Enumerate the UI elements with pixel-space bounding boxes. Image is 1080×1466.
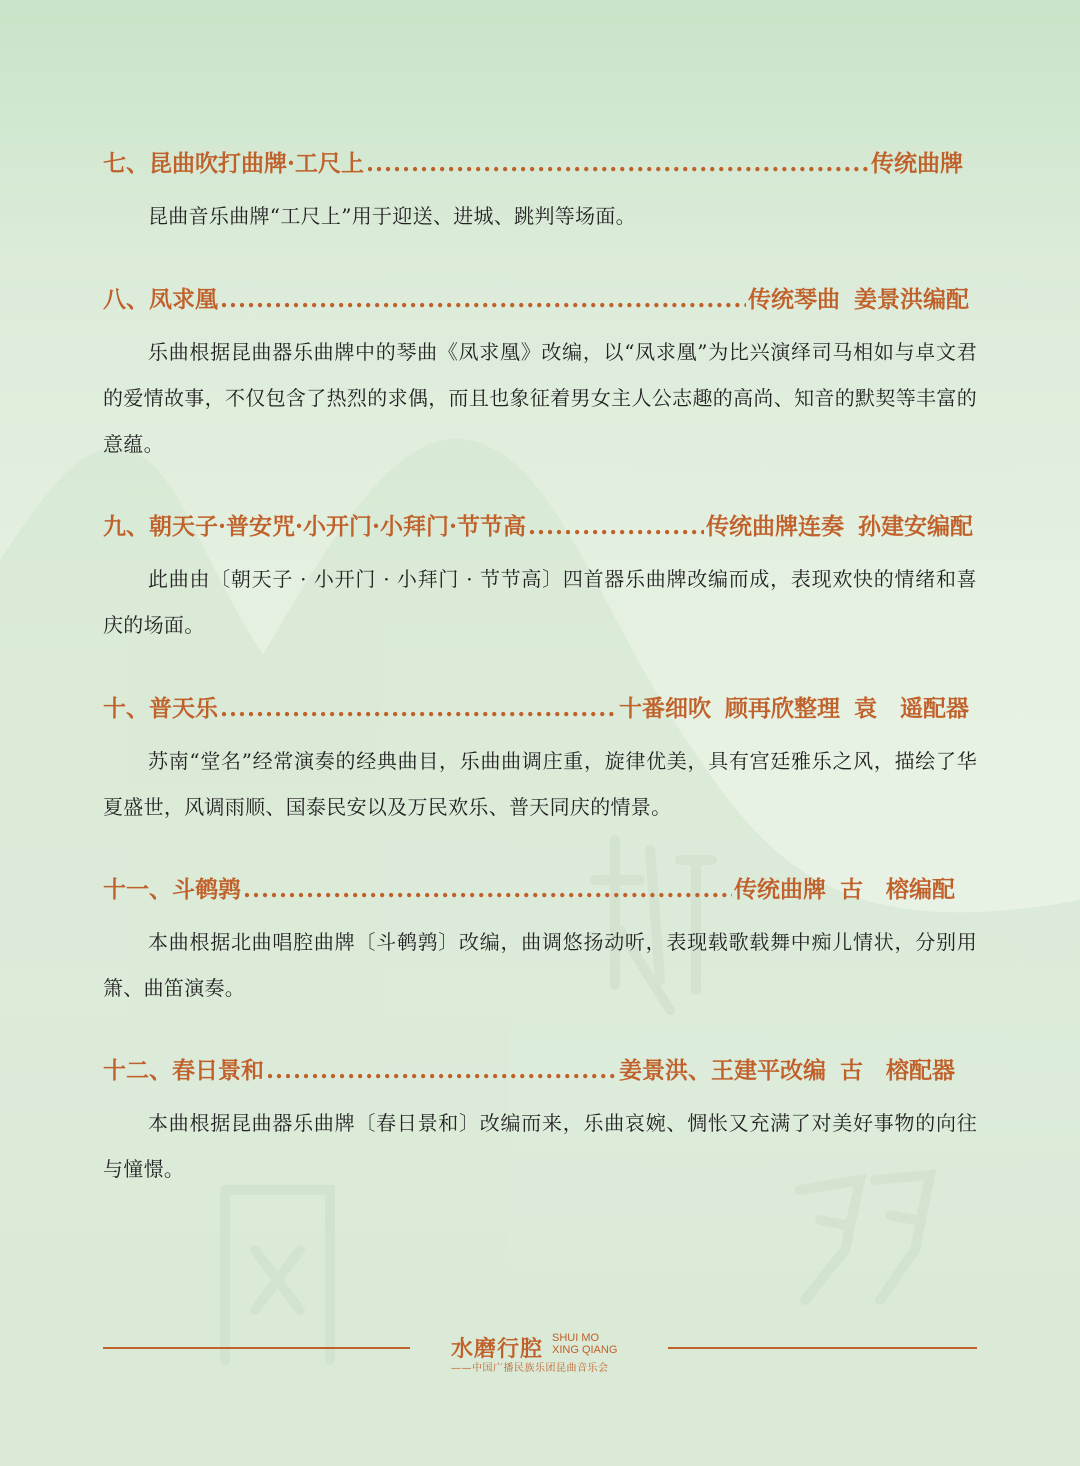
item-description: 乐曲根据昆曲器乐曲牌中的琴曲《凤求凰》改编，以“凤求凰”为比兴演绎司马相如与卓文君的爱情故事，不仅包含了热烈的求偶，而且也象征着男女主人公志趣的高尚、知音的默契等丰富的意蕴。 bbox=[103, 340, 977, 456]
footer-divider-left bbox=[103, 1347, 410, 1349]
program-item-8 bbox=[103, 284, 977, 467]
program-item-heading bbox=[103, 1055, 955, 1087]
item-number: 十二、 bbox=[103, 1057, 172, 1084]
credit-text: 姜景洪、王建平改编 bbox=[619, 1057, 826, 1084]
program-item-11 bbox=[103, 874, 977, 1011]
program-item-7 bbox=[103, 148, 963, 239]
dot-leader bbox=[266, 1055, 617, 1087]
item-credits bbox=[734, 874, 955, 906]
item-description: 本曲根据北曲唱腔曲牌〔斗鹌鹑〕改编，曲调悠扬动听，表现载歌载舞中痴儿情状，分别用箫、曲笛演奏。 bbox=[103, 930, 977, 1000]
dot-leader bbox=[220, 693, 617, 725]
logo-english-line-2: XING QIANG bbox=[552, 1344, 618, 1356]
item-credits bbox=[706, 511, 973, 543]
item-title: 普天乐 bbox=[149, 695, 218, 722]
program-item-heading bbox=[103, 284, 969, 316]
item-title: 朝天子·普安咒·小开门·小拜门·节节高 bbox=[149, 513, 527, 540]
item-title: 昆曲吹打曲牌·工尺上 bbox=[149, 150, 365, 177]
logo-title: 水磨行腔 bbox=[451, 1336, 544, 1362]
item-description: 此曲由〔朝天子 · 小开门 · 小拜门 · 节节高〕四首器乐曲牌改编而成，表现欢快的情绪和喜庆的场面。 bbox=[103, 567, 977, 637]
program-item-heading bbox=[103, 511, 973, 543]
item-credits bbox=[871, 148, 963, 180]
logo-english-line-1: SHUI MO bbox=[552, 1332, 600, 1344]
item-description: 昆曲音乐曲牌“工尺上”用于迎送、进城、跳判等场面。 bbox=[148, 204, 636, 228]
credit-text: 袁 遥配器 bbox=[854, 695, 969, 722]
item-number: 七、 bbox=[103, 150, 149, 177]
footer-logo bbox=[440, 1328, 640, 1378]
program-item-10 bbox=[103, 693, 977, 830]
item-title: 凤求凰 bbox=[149, 286, 218, 313]
item-number: 八、 bbox=[103, 286, 149, 313]
credit-text: 传统曲牌 bbox=[734, 876, 826, 903]
item-credits bbox=[748, 284, 969, 316]
item-description: 苏南“堂名”经常演奏的经典曲目，乐曲曲调庄重，旋律优美，具有宫廷雅乐之风，描绘了华夏盛世，风调雨顺、国泰民安以及万民欢乐、普天同庆的情景。 bbox=[103, 749, 977, 819]
item-number: 九、 bbox=[103, 513, 149, 540]
item-title: 春日景和 bbox=[172, 1057, 264, 1084]
dot-leader bbox=[243, 874, 732, 906]
program-item-9 bbox=[103, 511, 977, 648]
item-credits bbox=[619, 693, 969, 725]
logo-english bbox=[552, 1332, 617, 1356]
credit-text: 传统曲牌连奏 bbox=[706, 513, 844, 540]
program-item-heading bbox=[103, 693, 969, 725]
credit-text: 十番细吹 bbox=[619, 695, 711, 722]
dot-leader bbox=[366, 148, 869, 180]
dot-leader bbox=[528, 511, 704, 543]
footer-divider-right bbox=[668, 1347, 977, 1349]
item-description: 本曲根据昆曲器乐曲牌〔春日景和〕改编而来，乐曲哀婉、惆怅又充满了对美好事物的向往与憧憬。 bbox=[103, 1111, 977, 1181]
credit-text: 顾再欣整理 bbox=[725, 695, 840, 722]
credit-text: 古 榕配器 bbox=[840, 1057, 955, 1084]
logo-subtitle: ——中国广播民族乐团昆曲音乐会 bbox=[451, 1363, 609, 1374]
credit-text: 传统琴曲 bbox=[748, 286, 840, 313]
credit-text: 姜景洪编配 bbox=[854, 286, 969, 313]
dot-leader bbox=[220, 284, 746, 316]
credit-text: 孙建安编配 bbox=[858, 513, 973, 540]
item-number: 十、 bbox=[103, 695, 149, 722]
program-item-heading bbox=[103, 148, 963, 180]
program-item-12 bbox=[103, 1055, 977, 1192]
credit-text: 古 榕编配 bbox=[840, 876, 955, 903]
item-credits bbox=[619, 1055, 955, 1087]
program-item-heading bbox=[103, 874, 955, 906]
item-title: 斗鹌鹑 bbox=[172, 876, 241, 903]
item-number: 十一、 bbox=[103, 876, 172, 903]
credit-text: 传统曲牌 bbox=[871, 150, 963, 177]
